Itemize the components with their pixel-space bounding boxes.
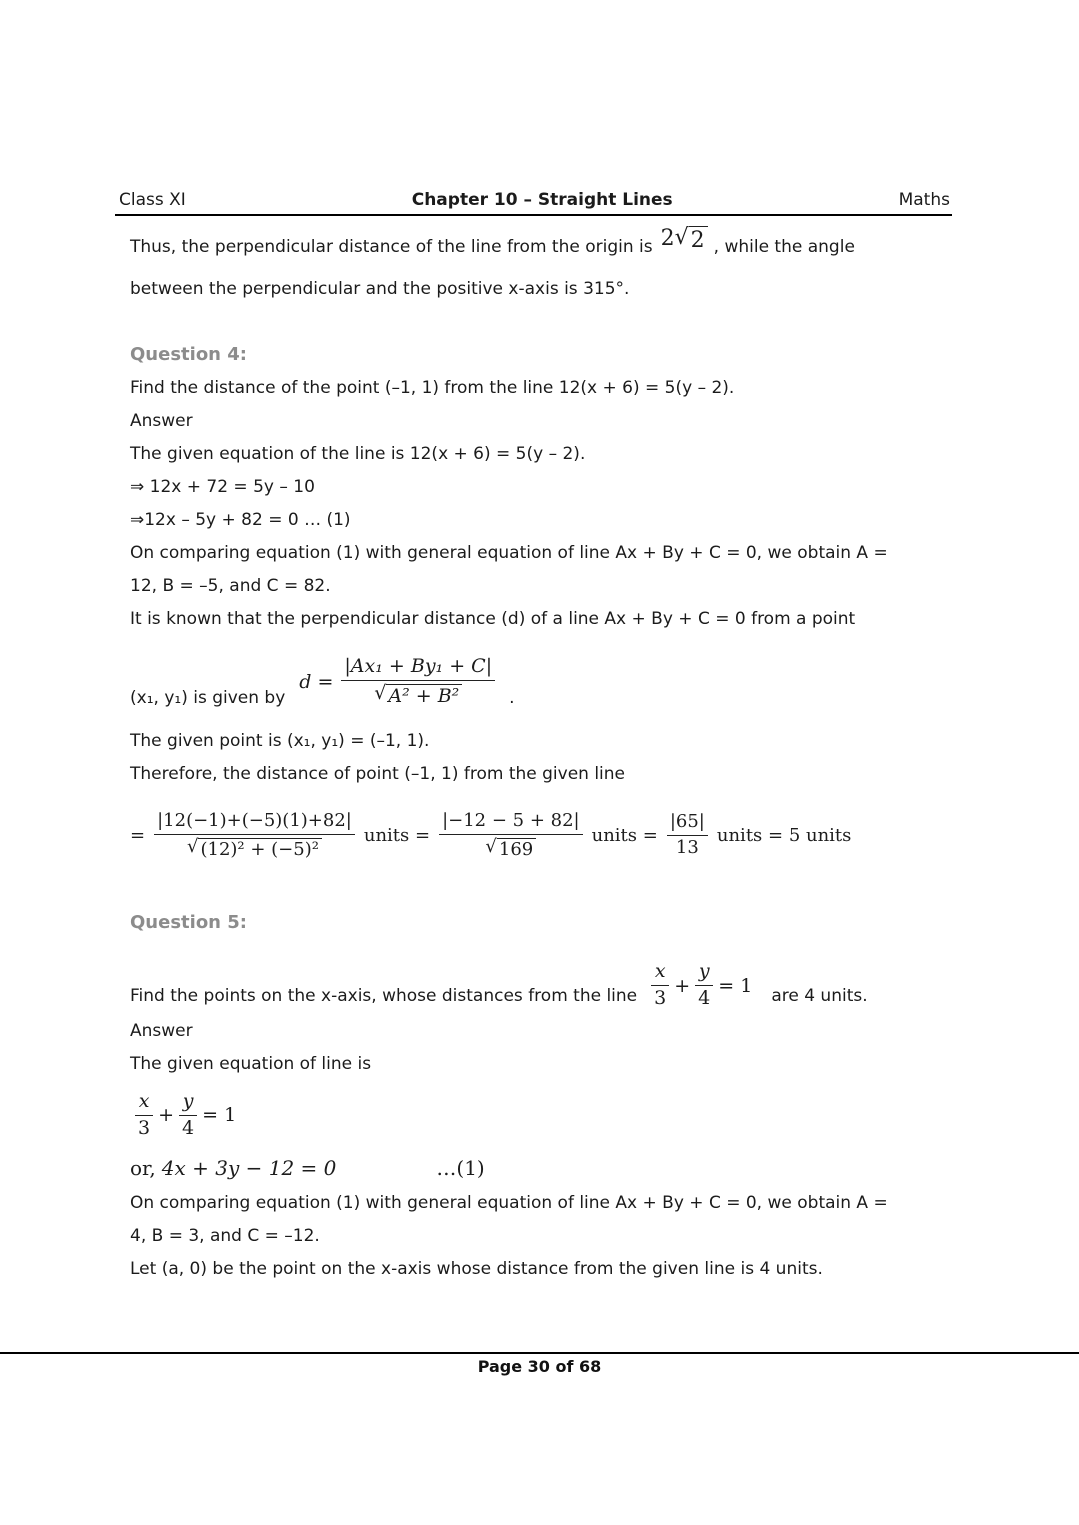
radical-coefficient: 2 [660,225,675,251]
radicand: A² + B² [386,684,462,708]
q4-question-label: Find the distance of the point (–1, 1) from the line 12(x + 6) = 5(y – 2). [130,377,735,398]
radicand: 169 [497,838,536,861]
header-subject: Maths [898,190,950,210]
q4-compare-text-2: 12, B = –5, and C = 82. [130,575,331,596]
q5-compare-text-2: 4, B = 3, and C = –12. [130,1225,320,1246]
q4-implication-1 [130,470,950,503]
calc-units-2: units = [591,825,658,846]
q4-implication-2-text: ⇒12x – 5y + 82 = 0 … (1) [130,509,351,530]
or-prefix: or, [130,1156,156,1180]
calc-units-1: units = [363,825,431,846]
fraction-bar [667,835,708,836]
q5-simplified-equation-row [130,1150,950,1186]
q4-given-point-line [130,724,950,757]
fraction-numerator: y [698,960,710,983]
header-chapter-title: Chapter 10 – Straight Lines [411,190,673,210]
fraction-numerator: |−12 − 5 + 82| [442,809,580,831]
equation-rhs: = 1 [202,1104,237,1126]
fraction-denominator [482,837,539,861]
page-number: Page 30 of 68 [477,1357,602,1376]
question-4-heading [130,338,950,371]
q4-distance-formula-row [130,640,950,710]
q4-implication-1-text: ⇒ 12x + 72 = 5y – 10 [130,476,315,497]
q5-let-text: Let (a, 0) be the point on the x-axis whose distance from the given line is 4 units. [130,1258,823,1279]
q4-given-equation [130,437,950,470]
equation-reference: …(1) [436,1156,485,1180]
q4-therefore-line [130,757,950,790]
q4-given-by-text: (x₁, y₁) is given by [130,688,286,708]
question-5-heading [130,906,950,939]
fraction-numerator: |Ax₁ + By₁ + C| [344,655,493,678]
q4-answer-label [130,404,950,437]
footer-divider [0,1352,1079,1354]
distance-formula [299,656,495,708]
fraction-numerator: |65| [669,811,705,833]
question-5-heading-label: Question 5: [130,912,247,933]
q5-compare-line-1 [130,1186,950,1219]
q5-answer-label [130,1014,950,1047]
q4-implication-2 [130,503,950,536]
answer-label: Answer [130,410,193,431]
q4-known-text: It is known that the perpendicular distance (d) of a line Ax + By + C = 0 from a point [130,608,856,629]
radicand: (12)² + (−5)² [198,838,322,861]
plus-sign: + [158,1104,175,1126]
intro-text-2: between the perpendicular and the positive x-axis is 315°. [130,278,630,299]
fraction-numerator: |12(−1)+(−5)(1)+82| [157,809,352,831]
fraction-numerator: x [138,1089,150,1112]
q4-question-text [130,371,950,404]
fraction-numerator: x [654,960,666,983]
formula-lhs: d = [299,671,334,694]
question-4-heading-label: Question 4: [130,344,247,365]
two-root-two-formula [661,226,708,253]
q5-compare-line-2 [130,1219,950,1252]
calc-fraction-3 [667,812,708,858]
plus-sign: + [674,974,691,997]
fraction-bar [341,680,495,681]
sentence-period: . [509,688,515,708]
q4-given-point-text: The given point is (x₁, y₁) = (–1, 1). [130,730,430,751]
fraction-denominator [184,837,325,861]
q5-let-line [130,1252,950,1285]
fraction-bar [179,1115,197,1116]
fraction-denominator: 3 [654,987,667,1010]
answer-label: Answer [130,1020,193,1041]
calc-fraction-1 [154,811,355,860]
q4-given-equation-text: The given equation of the line is 12(x + 6) = 5(y – 2). [130,443,586,464]
fraction-denominator: 13 [675,837,699,858]
fraction-numerator: y [182,1089,194,1112]
intro-line-1 [130,224,950,263]
formula-fraction [341,656,495,708]
q5-question-post: are 4 units. [771,986,868,1006]
sqrt-sign: √ [186,835,199,857]
fraction-bar [154,834,355,835]
page-header [115,190,952,216]
q5-question-row [130,948,950,1008]
header-class: Class XI [119,190,186,210]
q4-compare-text-1: On comparing equation (1) with general equation of line Ax + By + C = 0, we obtain A = [130,542,888,563]
q5-compare-text-1: On comparing equation (1) with general equation of line Ax + By + C = 0, we obtain A = [130,1192,888,1213]
radicand: 2 [689,226,708,253]
equation-rhs: = 1 [718,974,753,997]
q4-known-line [130,602,950,635]
fraction-denominator: 3 [138,1116,151,1139]
calc-fraction-2 [439,811,583,860]
q5-line-equation-inline [651,961,757,1010]
calc-equals: = [130,825,146,846]
calc-result: units = 5 units [716,825,852,846]
sqrt-sign: √ [374,682,387,705]
q4-compare-line-2 [130,569,950,602]
intro-text-pre: Thus, the perpendicular distance of the line from the origin is [130,236,653,257]
fraction-bar [135,1115,153,1116]
simplified-equation: 4x + 3y − 12 = 0 [161,1156,337,1180]
sqrt-sign: √ [674,224,689,250]
fraction-denominator: 4 [182,1116,195,1139]
q5-given-line [130,1047,950,1080]
q4-compare-line-1 [130,536,950,569]
fraction-denominator: 4 [698,987,711,1010]
intro-text-post: , while the angle [713,236,855,257]
fraction-bar [651,985,669,986]
q5-question-pre: Find the points on the x-axis, whose distances from the line [130,986,638,1006]
fraction-bar [695,985,713,986]
q5-given-text: The given equation of line is [130,1053,372,1074]
fraction-bar [439,834,583,835]
fraction-denominator [371,683,465,708]
q5-line-equation-block [130,1085,950,1145]
page-content [130,216,950,1285]
sqrt-sign: √ [485,835,497,857]
q4-therefore-text: Therefore, the distance of point (–1, 1) from the given line [130,763,626,784]
intro-line-2 [130,272,950,305]
q4-calculation-formula [130,793,950,878]
